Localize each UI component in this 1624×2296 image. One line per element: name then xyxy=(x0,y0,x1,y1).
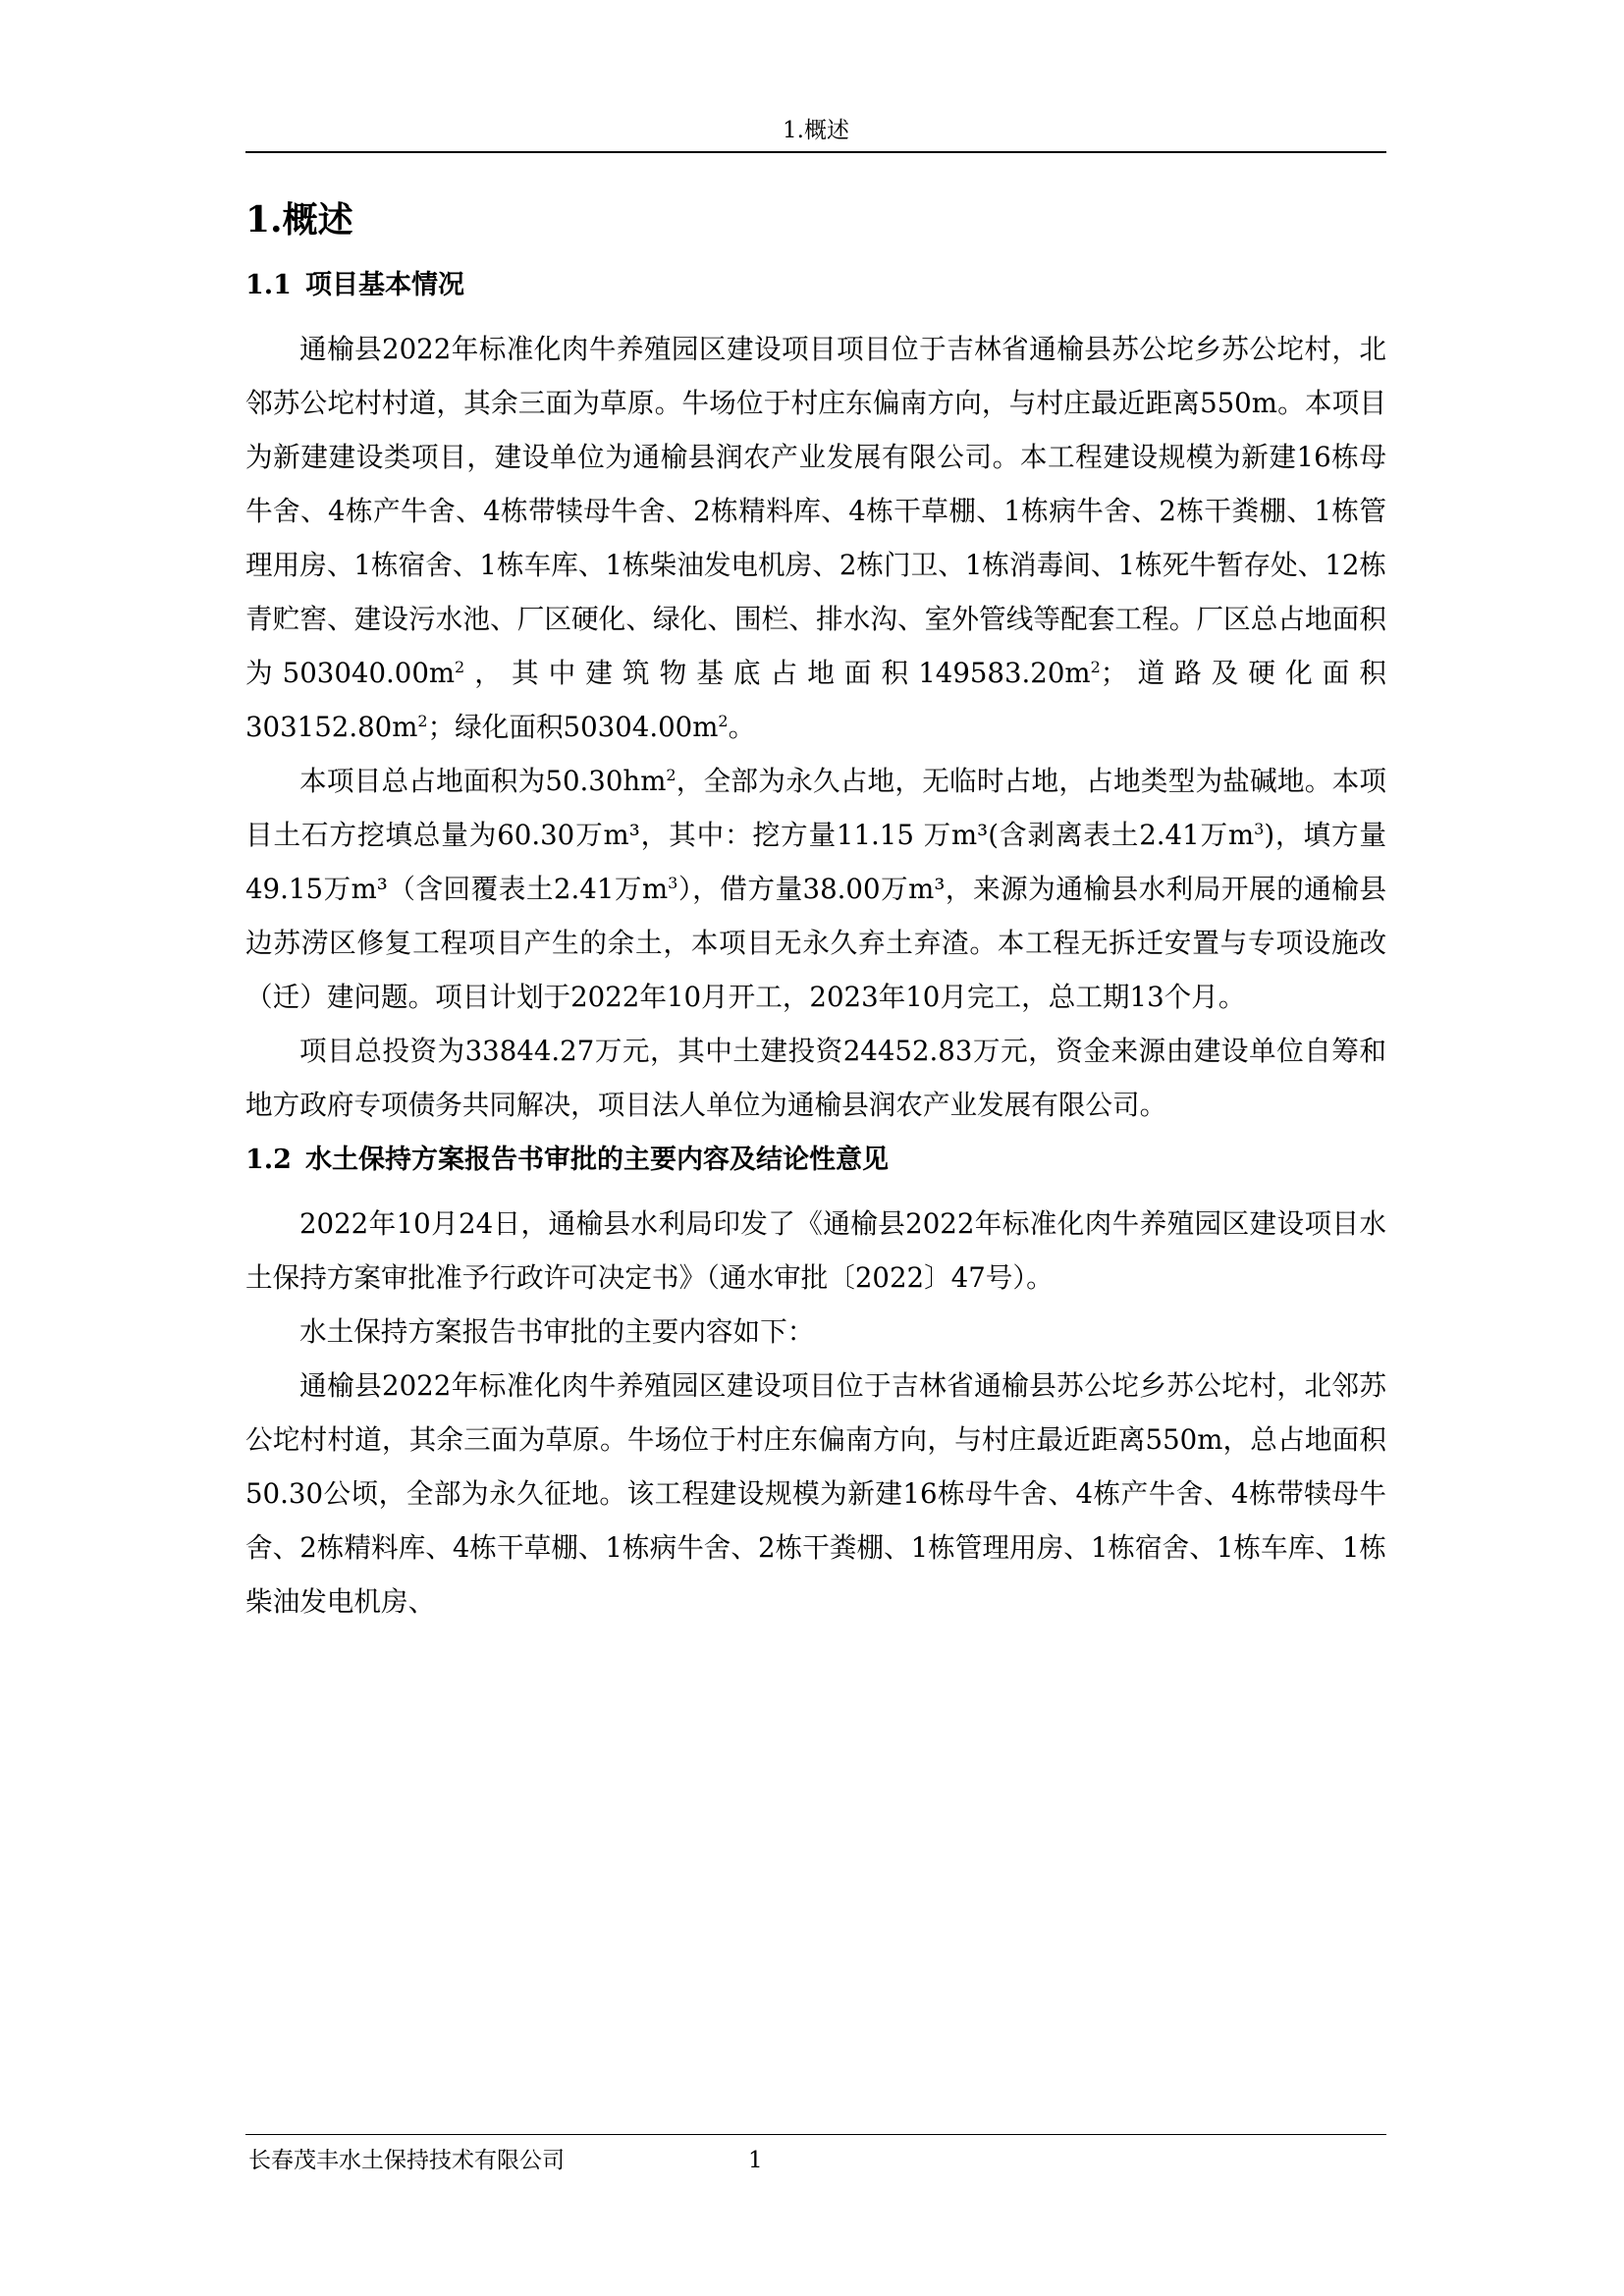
subsection-heading xyxy=(245,265,1386,306)
subsection-number: 1.2 xyxy=(245,1145,292,1175)
superscript: 2 xyxy=(718,711,729,730)
superscript: 3 xyxy=(1254,819,1265,838)
superscript: 2 xyxy=(666,765,677,784)
running-header: 1.概述 xyxy=(783,118,849,143)
superscript: 2 xyxy=(417,711,428,730)
paragraph-text: 2022年10月24日，通榆县水利局印发了《通榆县2022年标准化肉牛养殖园区建设项目水土保持方案审批准予行政许可决定书》（通水审批〔2022〕47号）。 xyxy=(245,1207,1386,1294)
paragraph-text: ），借方量38.00万m³，来源为通榆县水利局开展的通榆县边苏涝区修复工程项目产生的余土，本项目无永久弃土弃渣。本工程无拆迁安置与专项设施改（迁）建问题。项目计划于2022年10月开工，2023年10月完工，总工期13个月。 xyxy=(245,873,1386,1013)
superscript: 3 xyxy=(668,873,678,892)
paragraph-text: )，填方量49.15万m³（含回覆表土2.41万m xyxy=(245,819,1386,905)
paragraph-text: ，全部为永久占地，无临时占地，占地类型为盐碱地。本项目土石方挖填总量为60.30万m³，其中：挖方量11.15 万m³(含剥离表土2.41万m xyxy=(245,765,1386,851)
paragraph-text: ；绿化面积50304.00m xyxy=(427,711,719,743)
paragraph-text: 通榆县2022年标准化肉牛养殖园区建设项目位于吉林省通榆县苏公坨乡苏公坨村，北邻苏公坨村村道，其余三面为草原。牛场位于村庄东偏南方向，与村庄最近距离550m，总占地面积50.30公顷，全部为永久征地。该工程建设规模为新建16栋母牛舍、4栋产牛舍、4栋带犊母牛舍、2栋精料库、4栋干草棚、1栋病牛舍、2栋干粪棚、1栋管理用房、1栋宿舍、1栋车库、1栋柴油发电机房、 xyxy=(245,1369,1386,1618)
paragraph-text: 项目总投资为33844.27万元，其中土建投资24452.83万元，资金来源由建设单位自筹和地方政府专项债务共同解决，项目法人单位为通榆县润农产业发展有限公司。 xyxy=(245,1035,1386,1121)
footer-company: 长春茂丰水土保持技术有限公司 xyxy=(248,2148,565,2173)
subsection-number: 1.1 xyxy=(245,270,292,300)
body-paragraph xyxy=(245,1197,1386,1305)
subsections xyxy=(245,265,1386,1629)
section-title: 1.概述 xyxy=(245,199,353,240)
page-content xyxy=(245,194,1386,1629)
paragraph-text: 。 xyxy=(728,711,756,743)
body-paragraph xyxy=(245,1359,1386,1629)
paragraph-text: 通榆县2022年标准化肉牛养殖园区建设项目项目位于吉林省通榆县苏公坨乡苏公坨村，北邻苏公坨村村道，其余三面为草原。牛场位于村庄东偏南方向，与村庄最近距离550m。本项目为新建建设类项目，建设单位为通榆县润农产业发展有限公司。本工程建设规模为新建16栋母牛舍、4栋产牛舍、4栋带犊母牛舍、2栋精料库、4栋干草棚、1栋病牛舍、2栋干粪棚、1栋管理用房、1栋宿舍、1栋车库、1栋柴油发电机房、2栋门卫、1栋消毒间、1栋死牛暂存处、12栋青贮窖、建设污水池、厂区硬化、绿化、围栏、排水沟、室外管线等配套工程。厂区总占地面积为503040.00m xyxy=(245,333,1386,689)
paragraph-text: 水土保持方案报告书审批的主要内容如下： xyxy=(299,1315,815,1348)
body-paragraph xyxy=(245,1024,1386,1132)
superscript: 2 xyxy=(455,657,465,676)
subsection-heading xyxy=(245,1140,1386,1181)
subsection-title: 项目基本情况 xyxy=(304,270,464,300)
header-rule xyxy=(245,151,1386,153)
body-paragraph xyxy=(245,322,1386,754)
superscript: 2 xyxy=(1090,657,1101,676)
subsection-title: 水土保持方案报告书审批的主要内容及结论性意见 xyxy=(304,1145,889,1175)
paragraph-text: 本项目总占地面积为50.30hm xyxy=(299,765,667,797)
body-paragraph xyxy=(245,1305,1386,1359)
paragraph-text: ，其中建筑物基底占地面积149583.20m xyxy=(464,657,1091,689)
footer-rule xyxy=(245,2134,1386,2135)
page-number: 1 xyxy=(748,2148,763,2173)
body-paragraph xyxy=(245,754,1386,1024)
paragraph-text: ；道路及硬化面积303152.80m xyxy=(245,657,1386,743)
